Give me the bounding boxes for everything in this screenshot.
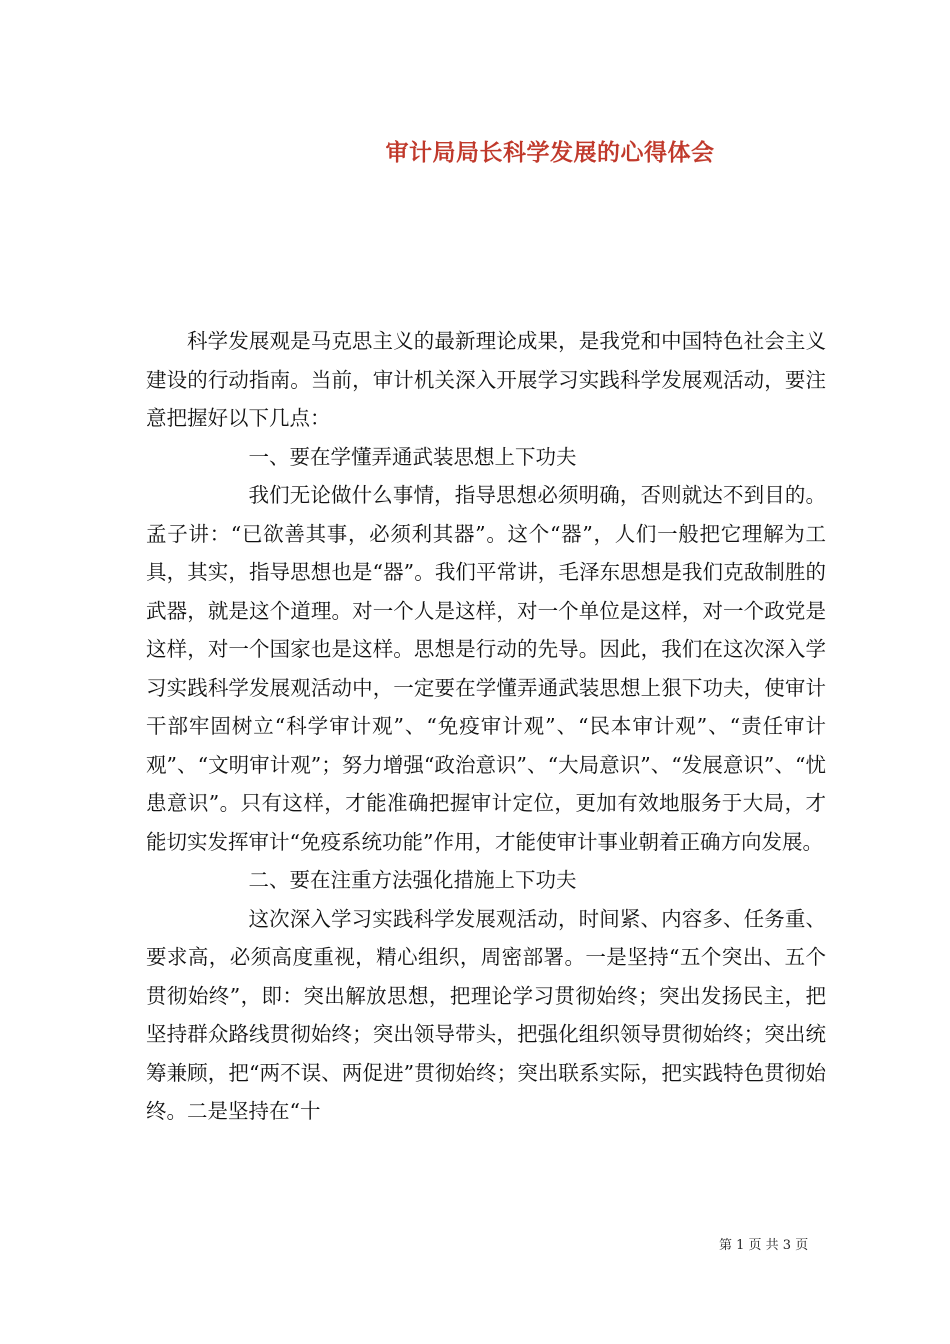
paragraph-section-2: 这次深入学习实践科学发展观活动，时间紧、内容多、任务重、要求高，必须高度重视，精心组织，周密部署。一是坚持“五个突出、五个贯彻始终”，即：突出解放思想，把理论学习贯彻始终；突出发扬民主，把坚持群众路线贯彻始终；突出领导带头，把强化组织领导贯彻始终；突出统筹兼顾，把“两不误、两促进”贯彻始终；突出联系实际，把实践特色贯彻始终。二是坚持在“十 [146,906,826,1123]
document-body [146,322,826,1131]
paragraph-intro: 科学发展观是马克思主义的最新理论成果，是我党和中国特色社会主义建设的行动指南。当前，审计机关深入开展学习实践科学发展观活动，要注意把握好以下几点： [146,329,826,430]
section-heading-1: 一、要在学懂弄通武装思想上下功夫 [248,444,577,469]
page-footer: 第 1 页 共 3 页 [719,1238,809,1253]
paragraph-section-1: 我们无论做什么事情，指导思想必须明确，否则就达不到目的。孟子讲：“已欲善其事，必须利其器”。这个“器”，人们一般把它理解为工具，其实，指导思想也是“器”。我们平常讲，毛泽东思想是我们克敌制胜的武器，就是这个道理。对一个人是这样，对一个单位是这样，对一个政党是这样，对一个国家也是这样。思想是行动的先导。因此，我们在这次深入学习实践科学发展观活动中，一定要在学懂弄通武装思想上狠下功夫，使审计干部牢固树立“科学审计观”、“免疫审计观”、“民本审计观”、“责任审计观”、“文明审计观”；努力增强“政治意识”、“大局意识”、“发展意识”、“忧患意识”。只有这样，才能准确把握审计定位，更加有效地服务于大局，才能切实发挥审计“免疫系统功能”作用，才能使审计事业朝着正确方向发展。 [146,483,826,854]
section-heading-2: 二、要在注重方法强化措施上下功夫 [248,868,577,892]
page-title: 审计局局长科学发展的心得体会 [385,139,715,166]
